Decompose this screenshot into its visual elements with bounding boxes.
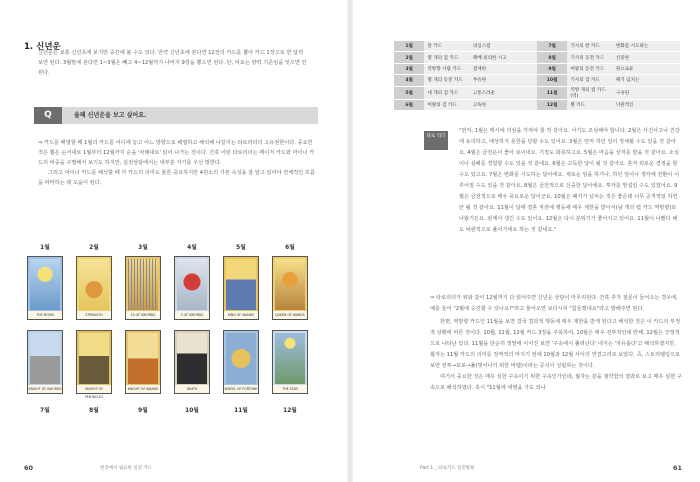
month-cell: 4월 xyxy=(394,75,424,86)
right-body xyxy=(430,293,682,394)
tarot-card-death xyxy=(174,330,210,394)
tarot-card-queen-of-wands xyxy=(272,256,308,320)
table-row xyxy=(394,52,680,63)
meaning-cell: 고독한 xyxy=(470,99,537,110)
left-body-p1: ⇒ 카드를 배열할 때 1월의 카드를 어디에 놓고 어느 방향으로 배열하고 해석해 나갈지는 타로리더의 고유권한이다. 중요한 것은 뽑은 순서대로 1월부터 12월까지 순을 '차례대로' 읽어 나가는 것이다. 간혹 어떤 타로리더는 메이저 카드와 마이너 카드의 비중을 구별해서 보기도 하지만, 실전상담에서는 대부분 자기를 우선 말한다. xyxy=(38,140,315,166)
month-label: 7월 xyxy=(40,408,50,414)
meaning-cell: 신중한 xyxy=(613,52,680,63)
tarot-card-moon xyxy=(27,256,63,320)
month-label: 12월 xyxy=(283,408,297,414)
meaning-cell: 절제한 xyxy=(470,63,537,74)
meaning-cell: 변화를 시도하는 xyxy=(613,41,680,52)
question-bar xyxy=(34,107,318,124)
page-number-right: 61 xyxy=(672,464,682,472)
month-label: 6월 xyxy=(285,245,295,251)
table-row xyxy=(394,41,680,52)
card-caption: STRENGTH xyxy=(77,311,111,319)
tarot-card-three-of-swords xyxy=(174,256,210,320)
tarot-card-knight-of-pentacles xyxy=(76,330,112,399)
meaning-cell: 고통스러운 xyxy=(470,86,537,99)
left-body xyxy=(38,138,318,188)
month-cell: 10월 xyxy=(537,75,567,86)
tarot-card-knight-of-swords xyxy=(27,330,63,394)
month-label: 10월 xyxy=(185,408,199,414)
card-caption: KNIGHT OF SWORDS xyxy=(28,387,62,391)
meaning-cell: 원으로운 xyxy=(613,63,680,74)
page-number-left: 60 xyxy=(24,464,34,472)
reader-speech: "먼저, 1월은 매사에 의심을 가져야 할 것 같아요. 사기도 조심해야 합니다. 2월은 사건사고나 건강에 유의하고, 예상하지 못한을 당할 수도 있어요. 3월은 먼저 하던 일이 정체될 수도 있을 것 같아요. 4월은 금전운이 좋아 보이네요. 기정도 화목하고요. 5월은 마음을 상처를 받을 것 같아요. 소심이나 실패를 경험할 수도 있을 것 같네요. 6월은 고독한 달이 될 것 같아요. 혼자 외로운 결정을 할 수도 있고요. 7월은 변화를 시도하는 달이에요. 새로운 일을 하거나, 하던 일이나 생각에 전환이 이루어질 수도 있을 것 같아요. 8월은 금전적으로 신중한 달이에요. 투자를 망설일 수도 있겠어요. 9월은 금전적으로 매우 풍요로운 달이군요. 10월은 패기가 넘치는 것은 좋은데 너무 공격적일 하면 안 될 것 같아요. 11월이 달에 결혼 직전에 행동에 매우 제한을 받아서(남 개의 컵 카드 역방향)로 나왔거든요. 관계사 생긴 수도 있어요. 12월은 다시 분위기가 좋아지고 있어요. 11월이 나빴다 해도 낙관적으로 풀어가세요 하는 것 같네요." xyxy=(459,128,680,233)
card-name-cell: 열 개의 동전 카드 xyxy=(424,75,470,86)
right-body-p1: ⇒ 타로리더가 위와 같이 12월까지 다 읽어주면 신년운 상담이 마무리된다. 간혹 추가 질문이 들어오는 경우에, 예를 들어 "2월에 승진할 수 있나요?"라고 물어오면 보다시피 "힘들겠네요"라고 말해주면 된다. xyxy=(430,295,678,312)
card-caption: DEATH xyxy=(175,385,209,393)
card-name-cell: 세 개의 검 카드 xyxy=(424,86,470,99)
card-name-cell: 달 카드 xyxy=(424,41,470,52)
card-name-cell: 기사의 검 카드 xyxy=(567,75,613,86)
month-label: 8월 xyxy=(89,408,99,414)
month-cell: 5월 xyxy=(394,86,424,99)
tarot-reader-tag: 타로 리더 xyxy=(424,131,448,150)
card-caption: WHEEL OF FORTUNE xyxy=(224,387,258,391)
footer-title-right: Part 1 _ 타로카드 실전활용 xyxy=(420,466,475,471)
card-caption: 3 OF SWORDS xyxy=(175,311,209,319)
meaning-cell: 패배·실의한 시고 xyxy=(470,52,537,63)
month-label: 3월 xyxy=(138,245,148,251)
month-label: 4월 xyxy=(187,245,197,251)
card-name-cell: 여왕의 검 카드 xyxy=(424,99,470,110)
tarot-card-knight-of-wands xyxy=(125,330,161,394)
month-label: 1월 xyxy=(40,245,50,251)
month-cell: 3월 xyxy=(394,63,424,74)
month-cell: 6월 xyxy=(394,99,424,110)
right-body-p3: 여기서 중요한 것은 매우 심한 구속이기 위한 구속인가인데, 월자는 같을 점약함의 결과로 보고 매우 심한 구속으로 해석하였다. 혹시 "11월에 애병을 가도 되나 xyxy=(430,374,682,391)
card-name-cell: 역방 개의 컵 카드(역) xyxy=(567,86,613,99)
card-name-cell: 열 개의 검 카드 xyxy=(424,52,470,63)
meaning-cell: 부유한 xyxy=(470,75,537,86)
left-body-p2: 그리고 마이너 카드를 해석할 때 각 카드의 의미도 물론 중요하지만 4원소의 기본 속성을 잘 알고 있어야 전체적인 흐름을 파악하는 데 도움이 된다. xyxy=(38,170,315,186)
table-row xyxy=(394,63,680,74)
tarot-card-king-of-wands xyxy=(223,256,259,320)
card-caption: KING OF WANDS xyxy=(224,311,258,319)
question-box: Q xyxy=(34,107,62,124)
table-row xyxy=(394,99,680,110)
month-label: 2월 xyxy=(89,245,99,251)
tarot-card-ten-of-swords xyxy=(125,256,161,320)
month-label: 5월 xyxy=(236,245,246,251)
month-cell: 12월 xyxy=(537,99,567,110)
month-cell: 9월 xyxy=(537,63,567,74)
table-row xyxy=(394,86,680,99)
month-cell: 11월 xyxy=(537,86,567,99)
card-caption: 10 OF SWORDS xyxy=(126,311,160,319)
section-title: 1. 신년운 xyxy=(24,42,61,52)
intro-text: 신년운은 보통 신년초에 보지만 중간에 볼 수도 있다. 만약 신년초에 본다면 12장의 카드를 뽑아 카드 1장으로 한 달씩 보면 된다. 3월말에 본다면 1~3월은 빼고 4~12월까지 나머지 9장을 뽑으면 된다. 단, 띠로는 양력 기준임을 잊으면 안 된다. xyxy=(38,50,307,76)
card-name-cell: 별 카드 xyxy=(567,99,613,110)
table-row xyxy=(394,75,680,86)
monthly-card-table xyxy=(394,41,680,111)
tarot-card-the-star xyxy=(272,330,308,394)
month-labels-bottom xyxy=(27,405,309,415)
card-caption: KNIGHT OF PENTACLES xyxy=(77,385,111,393)
meaning-cell: 구속된 xyxy=(613,86,680,99)
meaning-cell: 의심스럼 xyxy=(470,41,537,52)
card-caption: QUEEN OF WANDS xyxy=(273,311,307,319)
month-label: 11월 xyxy=(234,408,248,414)
card-name-cell: 기사의 동전 카드 xyxy=(567,52,613,63)
month-cell: 1월 xyxy=(394,41,424,52)
footer-title-left: 현장에서 필요한 실전 카드 xyxy=(100,466,153,471)
question-text: 올해 신년운을 보고 싶어요. xyxy=(74,112,147,119)
meaning-cell: 낙관적인 xyxy=(613,99,680,110)
tarot-card-wheel-of-fortune xyxy=(223,330,259,394)
month-cell: 2월 xyxy=(394,52,424,63)
right-body-p2: 한편, 역방향 카드인 11월을 보면 결국 결과적 행동에 매우 제한을 받게 된다고 해석한 것은 이 카드의 부정적 상황에 따른 것이다. 10월, 11월, 12월 카드 3장을 주목하여, 10월은 매우 전투적인데 반해, 12월은 긍정적으로 나타난 있다. 11월을 단순히 정말에 이어진 보면 '구속에서 풀려난다' 내지는 '자유롭다'고 해석하겠지만, 월자는 11월 카드의 의미를 정역적의 마지기 전에 10월과 12월 사이의 연결고리로 보았다. 즉, 스토리텔링으로 보면 전투→포로→풀(벗어나기 위한 바램)이라는 공식이 성립하는 것이다. xyxy=(430,319,681,369)
month-cell: 7월 xyxy=(537,41,567,52)
month-cell: 8월 xyxy=(537,52,567,63)
card-name-cell: 기사의 칼 카드 xyxy=(567,41,613,52)
card-caption: THE MOON xyxy=(28,311,62,319)
tarot-card-strength xyxy=(76,256,112,320)
right-page xyxy=(350,0,700,482)
left-page xyxy=(0,0,345,482)
month-labels-top xyxy=(27,242,309,252)
meaning-cell: 패기 넘치는 xyxy=(613,75,680,86)
card-caption: KNIGHT OF WANDS xyxy=(127,387,159,391)
card-caption: THE STAR xyxy=(273,385,307,393)
card-name-cell: 역방향 사람 카드 xyxy=(424,63,470,74)
month-label: 9월 xyxy=(138,408,148,414)
card-name-cell: 여왕의 동전 카드 xyxy=(567,63,613,74)
